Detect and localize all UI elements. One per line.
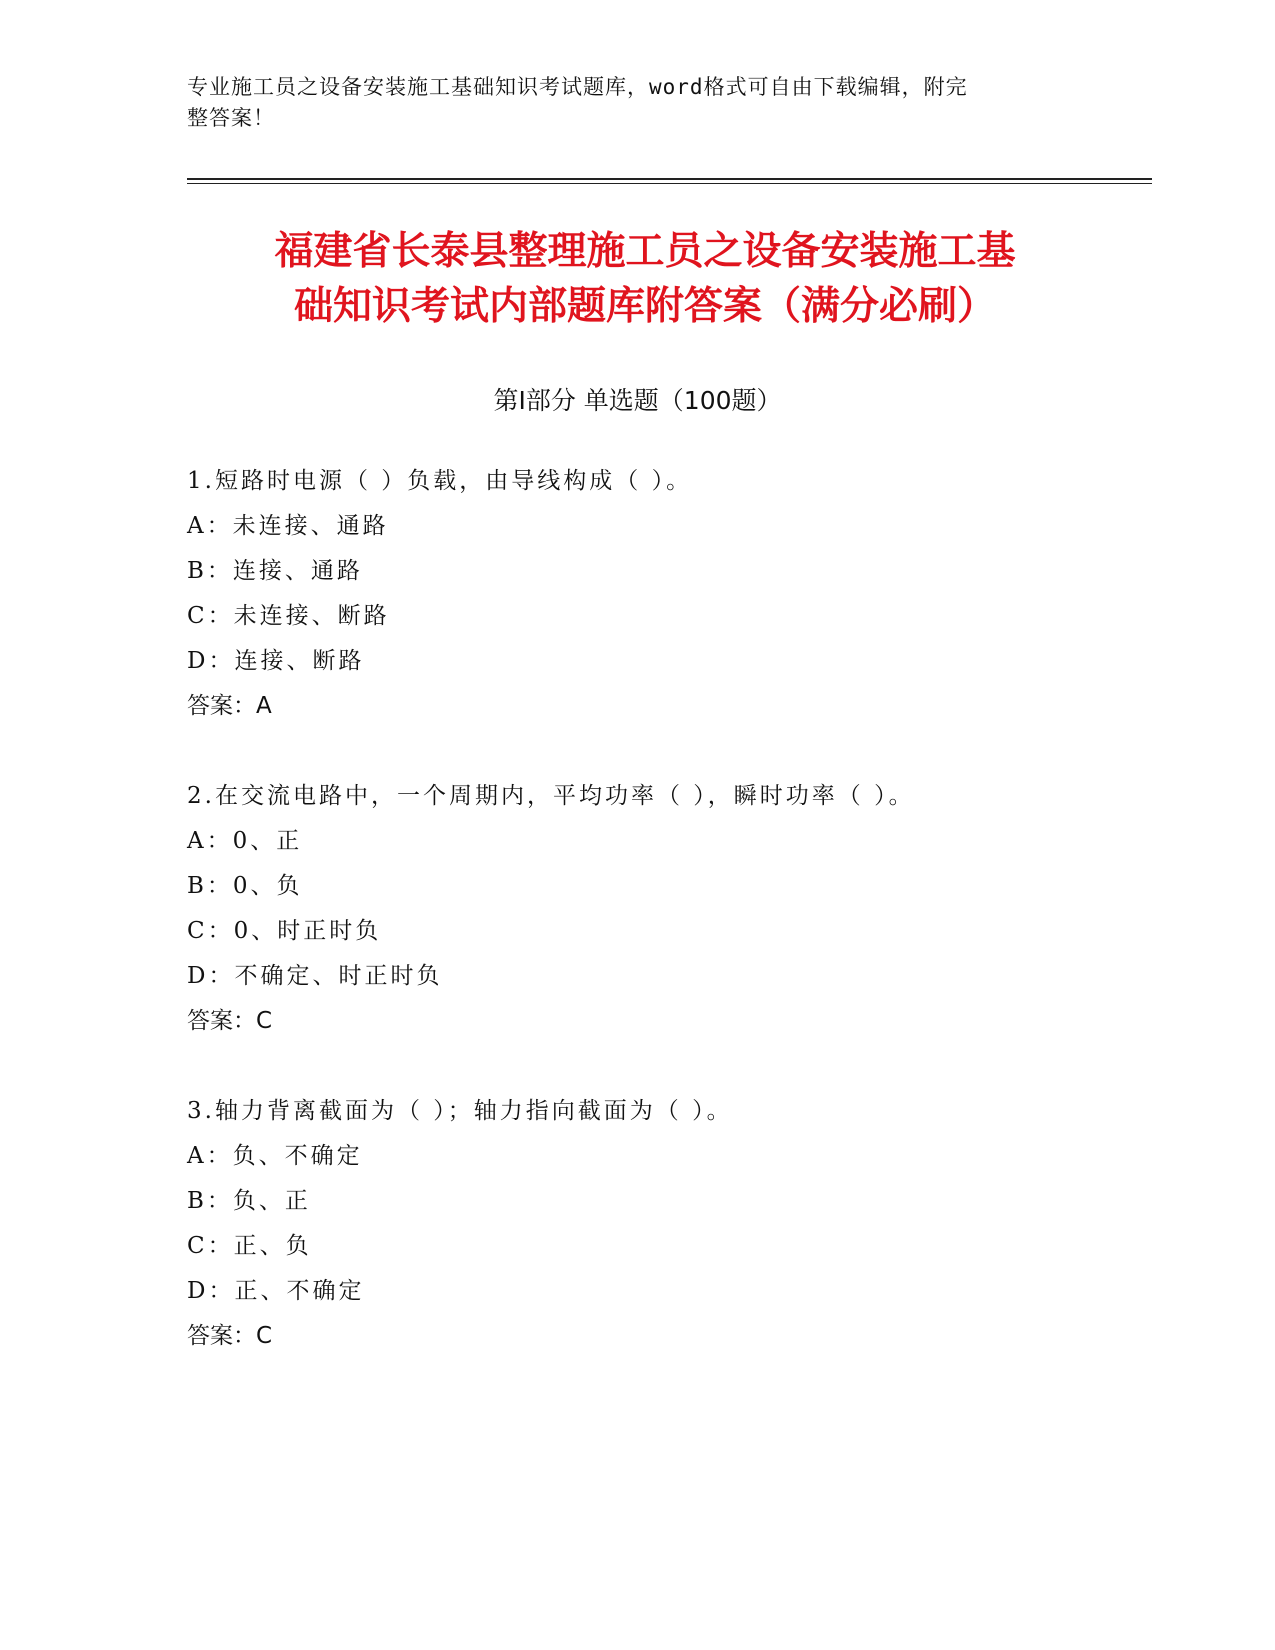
option-b: B：连接、通路 — [187, 558, 363, 584]
header-divider-thin — [187, 183, 1152, 184]
question-2 — [187, 774, 1087, 1044]
header-note-line-2: 整答案！ — [187, 106, 275, 130]
option-d: D：正、不确定 — [187, 1278, 365, 1304]
option-c: C：正、负 — [187, 1233, 312, 1259]
answer: 答案：C — [187, 1323, 273, 1349]
section-heading: 第Ⅰ部分 单选题（100题） — [493, 386, 782, 415]
question-stem: 3.轴力背离截面为（ ）；轴力指向截面为（ ）。 — [187, 1098, 733, 1124]
option-c: C：未连接、断路 — [187, 603, 390, 629]
option-b: B：0、负 — [187, 873, 303, 899]
option-d: D：不确定、时正时负 — [187, 963, 443, 989]
header-divider-thick — [187, 178, 1152, 180]
answer: 答案：A — [187, 693, 272, 719]
option-b: B：负、正 — [187, 1188, 311, 1214]
question-1 — [187, 459, 1087, 729]
option-a: A：未连接、通路 — [187, 513, 389, 539]
option-a: A：负、不确定 — [187, 1143, 363, 1169]
question-3 — [187, 1089, 1087, 1359]
header-note — [187, 72, 1087, 134]
answer: 答案：C — [187, 1008, 273, 1034]
option-d: D：连接、断路 — [187, 648, 365, 674]
document-title-line-1: 福建省长泰县整理施工员之设备安装施工基 — [274, 229, 1016, 274]
document-title — [195, 224, 1095, 334]
question-stem: 1.短路时电源（ ）负载，由导线构成（ ）。 — [187, 468, 693, 494]
document-title-line-2: 础知识考试内部题库附答案（满分必刷） — [293, 284, 996, 329]
header-note-line-1: 专业施工员之设备安装施工基础知识考试题库，word格式可自由下载编辑，附完 — [187, 75, 968, 99]
question-stem: 2.在交流电路中，一个周期内，平均功率（ ），瞬时功率（ ）。 — [187, 783, 915, 809]
option-c: C：0、时正时负 — [187, 918, 382, 944]
option-a: A：0、正 — [187, 828, 303, 854]
